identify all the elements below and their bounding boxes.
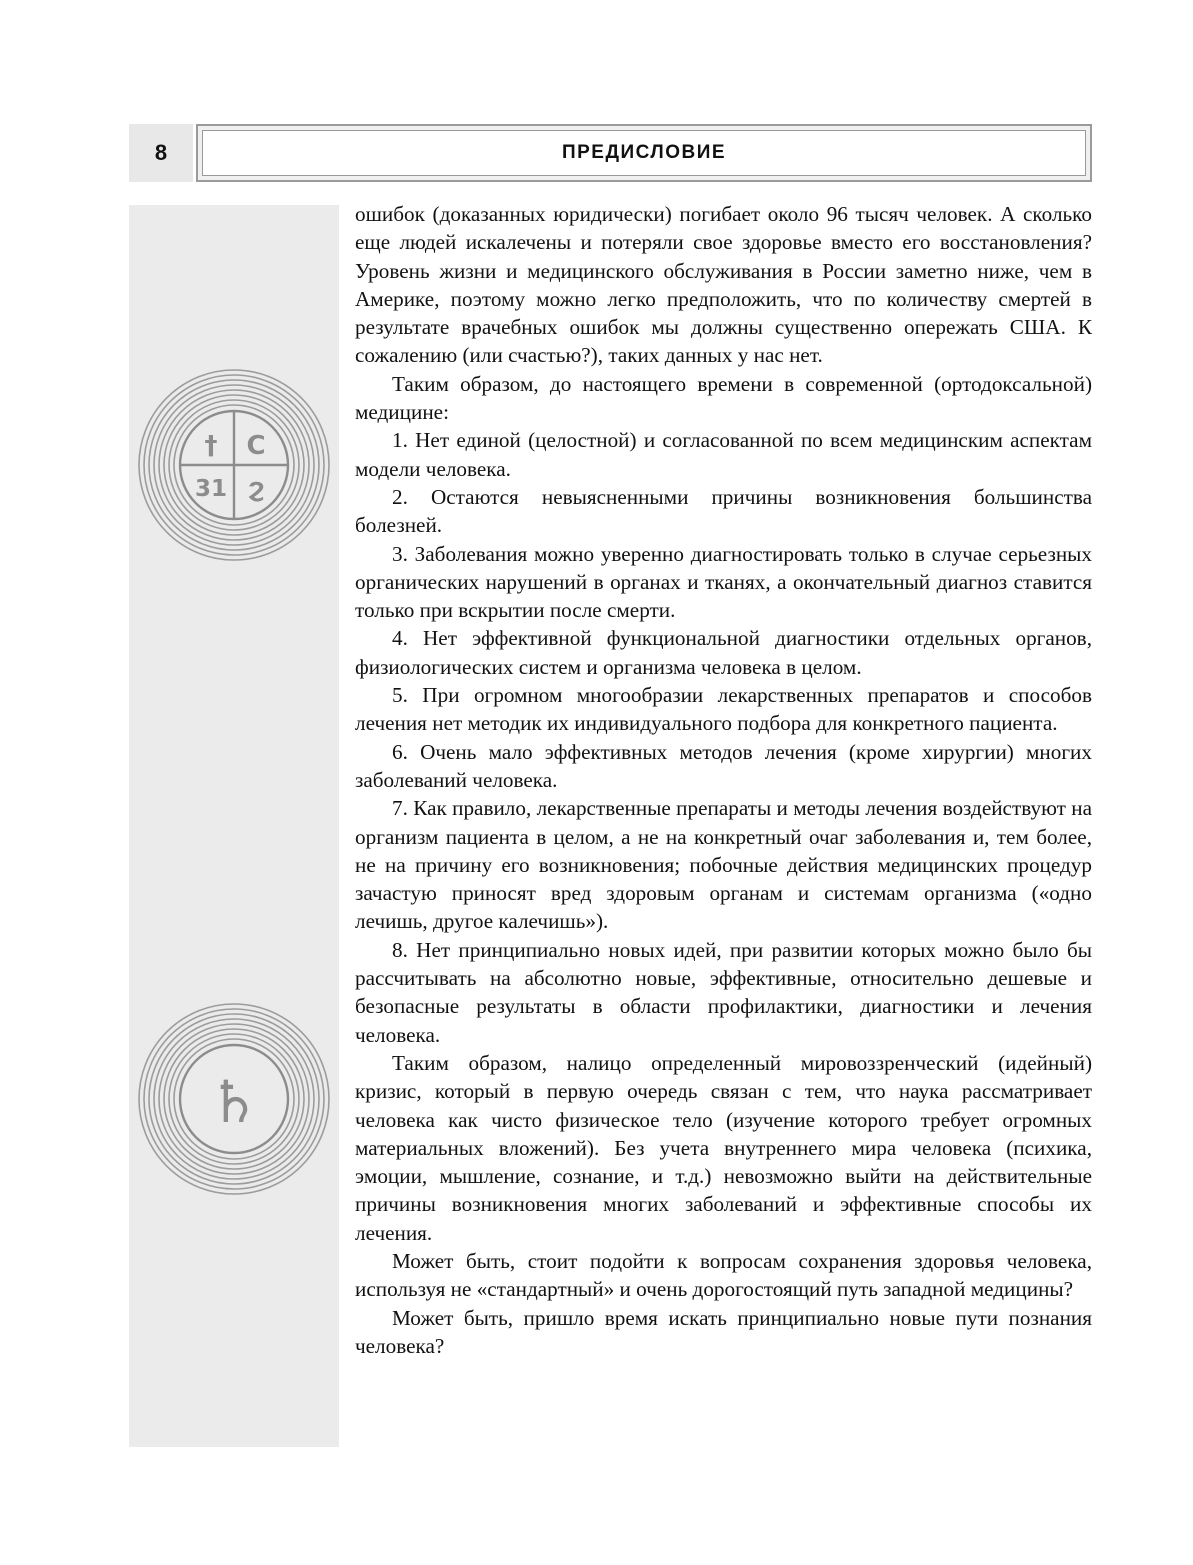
list-item: 5. При огромном многообразии лекарственных препаратов и способов лечения нет методик их индивидуального подбора для конкретного пациента. — [355, 683, 1092, 736]
list-item: 8. Нет принципиально новых идей, при развитии которых можно было бы рассчитывать на абсолютно новые, эффективные, относительно дешевые и безопасные результаты в области профилактики, диагностики и лечения человека. — [355, 937, 1092, 1047]
zodiac-sign-glyph: ϩ — [247, 473, 265, 503]
paragraph: Таким образом, налицо определенный мировоззренческий (идейный) кризис, который в первую очередь связан с тем, что наука рассматривает человека как чисто физическое тело (изучение которого требует огромных материальных вложений). Без учета внутреннего мира человека (психика, эмоции, мышление, сознание, и т.д.) невозможно выйти на действительные причины возникновения многих заболеваний и эффективные способы их лечения. — [355, 1050, 1092, 1245]
saturn-emblem-bottom — [137, 1002, 331, 1196]
page-number: 8 — [129, 124, 193, 182]
paragraph: Таким образом, до настоящего времени в современной (ортодоксальной) медицине: — [355, 371, 1092, 425]
list-item: 6. Очень мало эффективных методов лечения (кроме хирургии) многих заболеваний человека. — [355, 739, 1092, 792]
saturn-symbol-icon: ♄ — [208, 1068, 260, 1136]
number-31-glyph: 31 — [194, 476, 228, 502]
chapter-title: ПРЕДИСЛОВИЕ — [561, 142, 727, 163]
paragraph: Может быть, стоит подойти к вопросам сохранения здоровья человека, используя не «стандартный» и очень дорогостоящий путь западной медицины? — [355, 1248, 1092, 1302]
letter-c-glyph: C — [246, 431, 266, 461]
running-header — [196, 124, 1092, 182]
list-item: 7. Как правило, лекарственные препараты и методы лечения воздействуют на организм пациента в целом, а не на конкретный очаг заболевания и, тем более, не на причину его возникновения; побочные действия медицинских процедур зачастую приносят вред здоровым органам и системам организма («одно лечишь, другое калечишь»). — [355, 796, 1092, 934]
zodiac-emblem-top — [137, 368, 331, 562]
paragraph: Может быть, пришло время искать принципиально новые пути познания человека? — [355, 1305, 1092, 1358]
list-item: 2. Остаются невыясненными причины возникновения большинства болезней. — [355, 484, 1092, 538]
paragraph: ошибок (доказанных юридически) погибает около 96 тысяч человек. А сколько еще людей искалечены и потеряли свое здоровье вместо его восстановления? Уровень жизни и медицинского обслуживания в России заметно ниже, чем в Америке, поэтому можно легко предположить, что по количеству смертей в результате врачебных ошибок мы должны существенно опережать США. К сожалению (или счастью?), таких данных у нас нет. — [355, 202, 1092, 368]
list-item: 4. Нет эффективной функциональной диагностики отдельных органов, физиологических систем и организма человека в целом. — [355, 626, 1092, 679]
body-text — [355, 200, 1092, 1360]
running-header-inner — [202, 130, 1086, 176]
list-item: 1. Нет единой (целостной) и согласованной по всем медицинским аспектам модели человека. — [355, 428, 1092, 481]
cross-glyph: † — [204, 431, 218, 461]
list-item: 3. Заболевания можно уверенно диагностировать только в случае серьезных органических нарушений в органах и тканях, а окончательный диагноз ставится только при вскрытии после смерти. — [355, 541, 1092, 623]
